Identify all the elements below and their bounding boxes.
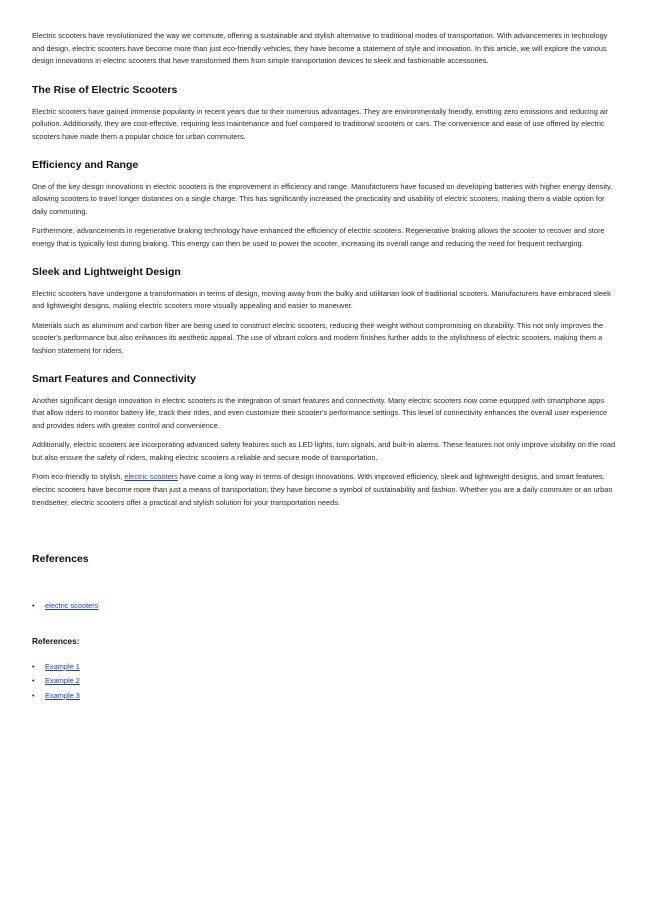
conclusion-text-after: have come a long way in terms of design innovations. With improved efficiency, sleek and lightweight designs, and smart features, electric scooters have become more than just a means of transportation; they have become a symbol of sustainability and fashion. Whether you are a daily commuter or an urban trendsetter, electric scooters offer a practical and stylish solution for your transportation needs. bbox=[32, 472, 613, 507]
conclusion-paragraph bbox=[32, 471, 618, 509]
electric-scooters-inline-link[interactable]: electric scooters bbox=[124, 472, 178, 482]
references-heading: References bbox=[32, 553, 89, 566]
reference-link-example-3[interactable]: Example 3 bbox=[45, 690, 80, 700]
list-item bbox=[32, 660, 618, 675]
list-item bbox=[32, 689, 618, 704]
reference-link-example-1[interactable]: Example 1 bbox=[45, 661, 80, 671]
article-page bbox=[32, 30, 618, 703]
section-heading-rise: The Rise of Electric Scooters bbox=[32, 83, 178, 96]
list-item bbox=[32, 674, 618, 689]
smart-paragraph-2: Additionally, electric scooters are incorporating advanced safety features such as LED lights, turn signals, and built-in alarms. These features not only improve visibility on the road but also ensure the safety of riders, making electric scooters a reliable and secure mode of transportation. bbox=[32, 440, 616, 462]
design-paragraph-1: Electric scooters have undergone a transformation in terms of design, moving away from the bulky and utilitarian look of traditional scooters. Manufacturers have embraced sleek and lightweight designs, making electric scooters more visually appealing and easier to maneuver. bbox=[32, 288, 611, 311]
bullet-icon: • bbox=[32, 676, 35, 686]
smart-paragraph-1: Another significant design innovation in electric scooters is the integration of smart features and connectivity. Many electric scooters now come equipped with smartphone apps that allow riders to monitor battery life, track their rides, and even customize their scooter's performance settings. This level of connectivity enhances the overall user experience and provides riders with greater control and convenience. bbox=[32, 395, 608, 430]
list-item bbox=[32, 599, 618, 614]
conclusion-text-before: From eco-friendly to stylish, bbox=[32, 472, 125, 482]
reference-link-example-2[interactable]: Example 2 bbox=[45, 676, 80, 686]
section-heading-design: Sleek and Lightweight Design bbox=[32, 265, 181, 278]
efficiency-paragraph-1: One of the key design innovations in electric scooters is the improvement in efficiency and range. Manufacturers have focused on developing batteries with higher energy density, allowing scooters to travel longer distances on a single charge. This has significantly increased the practicality and usability of electric scooters, making them a viable option for daily commuting. bbox=[32, 181, 613, 216]
rise-paragraph-1: Electric scooters have gained immense popularity in recent years due to their numerous advantages. They are environmentally friendly, emitting zero emissions and reducing air pollution. Additionally, they are cost-effective, requiring less maintenance and fuel compared to traditional scooters or cars. The convenience and ease of use offered by electric scooters have made them a popular choice for urban commuters. bbox=[32, 106, 609, 141]
intro-paragraph: Electric scooters have revolutionized the way we commute, offering a sustainable and stylish alternative to traditional modes of transportation. With advancements in technology and design, electric scooters have become more than just eco-friendly vehicles; they have become a statement of style and innovation. In this article, we will explore the various design innovations in electric scooters that have transformed them from simple transportation devices to sleek and fashionable accessories. bbox=[32, 31, 608, 66]
section-heading-smart: Smart Features and Connectivity bbox=[32, 372, 196, 385]
efficiency-paragraph-2: Furthermore, advancements in regenerative braking technology have enhanced the efficiency of electric scooters. Regenerative braking allows the scooter to recover and store energy that is typically lost during braking. This energy can then be used to power the scooter, increasing its overall range and reducing the need for frequent recharging. bbox=[32, 226, 605, 248]
bullet-icon: • bbox=[32, 601, 35, 611]
example-references-list bbox=[32, 660, 618, 704]
bullet-icon: • bbox=[32, 661, 35, 671]
section-heading-efficiency: Efficiency and Range bbox=[32, 158, 139, 171]
reference-link-electric-scooters[interactable]: electric scooters bbox=[45, 601, 99, 611]
references-link-list bbox=[32, 599, 618, 614]
references-list-heading: References: bbox=[32, 635, 80, 646]
design-paragraph-2: Materials such as aluminum and carbon fiber are being used to construct electric scooters, reducing their weight without compromising on durability. This not only improves the scooter's performance but also enhances its aesthetic appeal. The use of vibrant colors and modern finishes further adds to the stylishness of electric scooters, making them a fashion statement for riders. bbox=[32, 320, 604, 355]
bullet-icon: • bbox=[32, 690, 35, 700]
